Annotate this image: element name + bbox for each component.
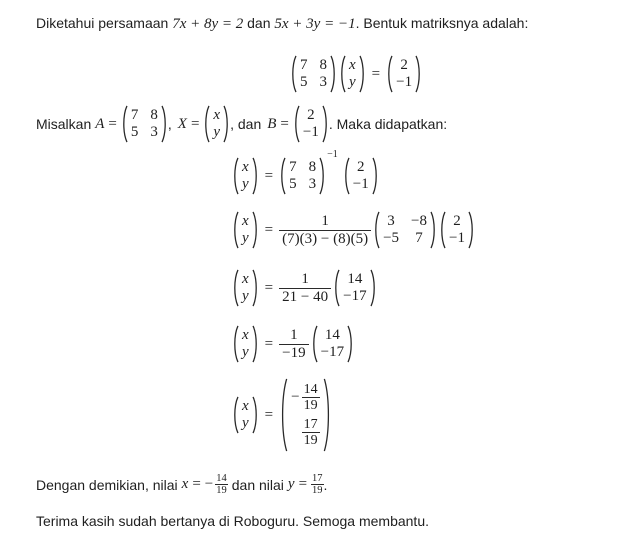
matrix-cell: 5: [289, 176, 297, 192]
inverse-equation: [232, 149, 600, 195]
vector-cell: 2: [453, 213, 461, 229]
left-paren: [293, 105, 300, 143]
variable-b: B: [267, 115, 277, 132]
y-value-fraction: [311, 473, 324, 496]
matrix-cell: 3: [150, 124, 158, 140]
left-paren: [373, 211, 380, 249]
equals-sign: =: [371, 65, 381, 82]
x-value-fraction: [215, 473, 228, 496]
right-paren: [252, 157, 259, 195]
fraction-denominator: (7)(3) − (8)(5): [279, 230, 371, 248]
matrix-cell: 3: [387, 213, 395, 229]
left-paren: [232, 157, 239, 195]
right-paren: [252, 396, 259, 434]
vector-cell: −1: [352, 176, 369, 192]
vector-cell: 2: [307, 107, 315, 123]
vector-cell: y: [213, 124, 221, 140]
misalkan-tail: . Maka didapatkan:: [328, 116, 448, 132]
fraction-denominator: 19: [216, 485, 227, 496]
product-vector: [333, 269, 376, 307]
vector-cell: x: [242, 327, 249, 343]
matrix-a: [121, 105, 168, 143]
equals-sign: =: [264, 279, 274, 296]
fraction-numerator: 1: [301, 270, 309, 287]
equals-sign: =: [192, 476, 201, 492]
variable-a: A: [95, 115, 105, 132]
inline-equation-1: 7x + 8y = 2: [172, 16, 244, 32]
fraction-numerator: 1: [321, 212, 329, 229]
vector-cell: y: [242, 288, 249, 304]
result-vector: [279, 377, 331, 453]
equals-sign: =: [264, 335, 274, 352]
left-paren: [386, 55, 393, 93]
inverse-matrix-a: [279, 149, 338, 195]
vector-cell: −1: [302, 124, 319, 140]
vector-xy: [203, 105, 230, 143]
vector-cell: x: [242, 271, 249, 287]
conclusion-lead: Dengan demikian, nilai: [36, 476, 178, 493]
matrix-cell: −8: [411, 213, 427, 229]
right-paren: [347, 325, 354, 363]
matrix-cell: 7: [289, 159, 297, 175]
matrix-cell: −5: [383, 230, 400, 246]
difference-fraction: [279, 271, 331, 306]
right-paren: [359, 55, 366, 93]
fraction-denominator: 21 − 40: [279, 288, 331, 306]
fraction-denominator: −19: [279, 344, 308, 362]
matrix-cell: 5: [300, 74, 308, 90]
left-paren: [439, 211, 446, 249]
inverse-exponent: −1: [327, 149, 338, 160]
matrix-cell: 3: [308, 176, 317, 192]
misalkan-lead: Misalkan: [36, 116, 92, 132]
matrix-cell: 8: [308, 159, 317, 175]
vector-cell: x: [213, 107, 221, 123]
fraction-numerator: 14: [216, 473, 227, 484]
vector-cell: x: [242, 398, 249, 414]
left-paren: [290, 55, 297, 93]
left-paren: [232, 325, 239, 363]
result-x-value: [291, 382, 319, 413]
intro-text-after: . Bentuk matriksnya adalah:: [355, 15, 529, 31]
vector-xy: [232, 325, 259, 363]
determinant-fraction: [279, 213, 371, 248]
vector-xy: [232, 269, 259, 307]
matrix-cell: 8: [319, 57, 327, 73]
vector-cell: y: [242, 415, 249, 431]
vector-cell: 2: [357, 159, 365, 175]
product-vector: [311, 325, 354, 363]
result-y-value: [302, 417, 320, 448]
variable-x: X: [177, 115, 187, 132]
equals-sign: =: [280, 115, 289, 132]
fraction-denominator: 19: [312, 485, 323, 496]
right-paren: [252, 269, 259, 307]
fraction-denominator: 19: [303, 398, 318, 413]
vector-cell: 14: [347, 271, 363, 287]
vector-cell: −1: [449, 230, 465, 246]
misalkan-statement: [36, 105, 600, 143]
left-paren: [232, 211, 239, 249]
left-paren: [339, 55, 346, 93]
right-paren: [161, 105, 168, 143]
vector-xy: [339, 55, 366, 93]
equals-sign: =: [264, 167, 274, 184]
vector-cell: y: [242, 230, 249, 246]
left-paren: [232, 396, 239, 434]
equals-sign: =: [190, 115, 200, 132]
vector-cell: y: [242, 344, 249, 360]
vector-cell: 14: [324, 327, 340, 343]
footer-note: Terima kasih sudah bertanya di Roboguru. Semoga membantu.: [36, 513, 429, 529]
intro-text-mid: dan: [243, 15, 275, 31]
fraction-numerator: 1: [290, 326, 298, 343]
adjugate-equation: [232, 211, 600, 249]
fraction-numerator: 14: [303, 382, 318, 397]
scalar-equation: [232, 325, 600, 363]
vector-b: [343, 157, 379, 195]
right-paren: [322, 105, 329, 143]
variable-y: y: [287, 476, 295, 492]
adjugate-matrix: [373, 211, 437, 249]
equals-sign: =: [108, 115, 117, 132]
matrix-cell: 7: [300, 57, 308, 73]
right-paren: [323, 377, 332, 453]
vector-cell: −17: [320, 344, 345, 360]
matrix-cell: 8: [150, 107, 158, 123]
right-paren: [223, 105, 230, 143]
left-paren: [343, 157, 350, 195]
inline-equation-2: 5x + 3y = −1: [274, 16, 356, 32]
fraction-numerator: 17: [303, 417, 318, 432]
problem-statement: [36, 14, 600, 33]
vector-cell: y: [349, 74, 356, 90]
right-paren: [252, 211, 259, 249]
vector-cell: −17: [343, 288, 367, 304]
variable-x: x: [181, 476, 189, 492]
fraction-denominator: 19: [303, 433, 318, 448]
vector-xy: [232, 396, 259, 434]
right-paren: [372, 157, 379, 195]
separator-comma: ,: [167, 116, 172, 132]
matrix-a: [290, 55, 337, 93]
vector-cell: y: [242, 176, 249, 192]
fraction-numerator: 17: [312, 473, 323, 484]
vector-b: [439, 211, 475, 249]
matrix-cell: 5: [130, 124, 139, 140]
vector-cell: x: [242, 159, 249, 175]
vector-b: [386, 55, 422, 93]
matrix-form-equation: [290, 55, 600, 93]
matrix-cell: 7: [130, 107, 139, 123]
minus-sign: −: [291, 389, 300, 405]
vector-xy: [232, 211, 259, 249]
vector-cell: x: [242, 213, 249, 229]
left-paren: [232, 269, 239, 307]
conclusion-mid: dan nilai: [231, 476, 284, 493]
right-paren: [468, 211, 475, 249]
left-paren: [279, 377, 288, 453]
separator-dan: , dan: [230, 116, 262, 132]
left-paren: [121, 105, 128, 143]
x-fraction: [302, 382, 320, 413]
right-paren: [319, 157, 326, 195]
right-paren: [370, 269, 377, 307]
right-paren: [252, 325, 259, 363]
conclusion-period: .: [323, 476, 328, 493]
equals-sign: =: [264, 221, 274, 238]
equals-sign: =: [264, 406, 274, 423]
right-paren: [430, 211, 437, 249]
vector-cell: x: [349, 57, 356, 73]
left-paren: [333, 269, 340, 307]
left-paren: [311, 325, 318, 363]
result-equation: [232, 377, 600, 453]
left-paren: [203, 105, 210, 143]
conclusion-statement: [36, 473, 600, 496]
right-paren: [330, 55, 337, 93]
vector-cell: 2: [400, 57, 408, 73]
product-equation: [232, 269, 600, 307]
y-fraction: [302, 417, 320, 448]
vector-cell: −1: [396, 74, 413, 90]
scalar-fraction: [279, 327, 308, 362]
equals-sign: =: [298, 476, 308, 492]
matrix-cell: 3: [319, 74, 327, 90]
matrix-cell: 7: [415, 230, 423, 246]
intro-text-before: Diketahui persamaan: [36, 15, 173, 31]
matrix-a: [279, 157, 326, 195]
vector-xy: [232, 157, 259, 195]
minus-sign: −: [204, 476, 214, 492]
right-paren: [415, 55, 422, 93]
vector-b: [293, 105, 329, 143]
left-paren: [279, 157, 286, 195]
